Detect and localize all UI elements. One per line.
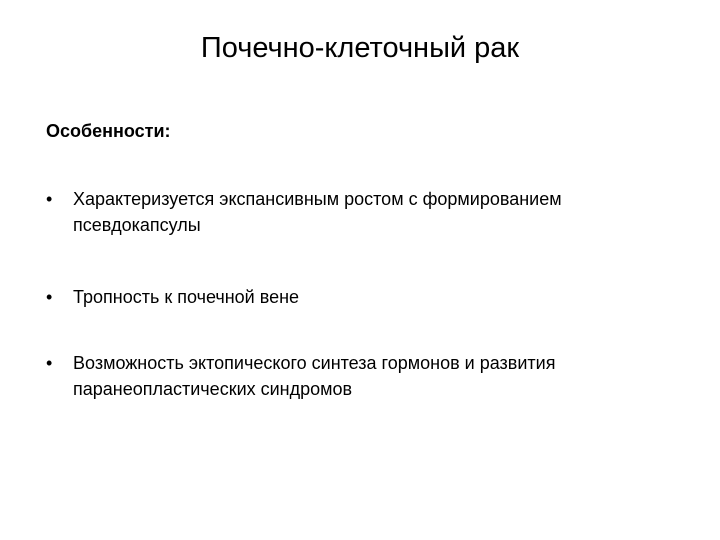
bullet-text: Возможность эктопического синтеза гормонов и развития паранеопластических синдромов — [73, 353, 556, 399]
bullet-item — [46, 284, 686, 310]
bullet-icon: • — [46, 287, 53, 307]
bullet-icon: • — [46, 353, 53, 373]
bullet-list — [46, 186, 686, 448]
section-heading: Особенности: — [46, 121, 171, 141]
bullet-text: Характеризуется экспансивным ростом с формированием псевдокапсулы — [73, 189, 562, 235]
bullet-icon: • — [46, 189, 53, 209]
slide-title: Почечно-клеточный рак — [200, 32, 520, 64]
bullet-text: Тропность к почечной вене — [73, 287, 300, 307]
bullet-item — [46, 350, 686, 402]
bullet-item — [46, 186, 686, 238]
